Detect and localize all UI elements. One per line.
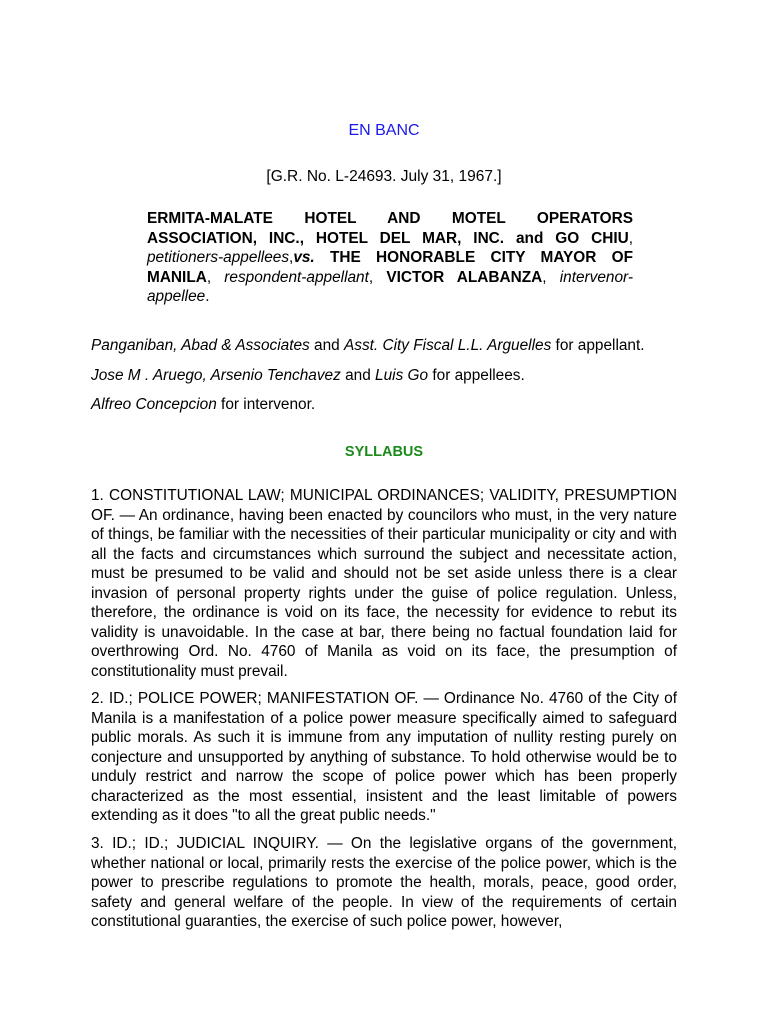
intervenor-role: intervenor-appellee [147,268,634,305]
appellant-suffix: for appellant. [551,337,645,354]
appellant-counsel-1: Panganiban, Abad & Associates [91,337,310,354]
court-division: EN BANC [348,122,420,139]
syllabus-paragraph: 3. ID.; ID.; JUDICIAL INQUIRY. — On the legislative organs of the government, whether national or local, primarily rests the exercise of the police power, which is the power to prescribe regulations to promote the health, morals, peace, good order, safety and general welfare of the people. In view of the requirements of certain constitutional guaranties, the exercise of such police power, however, [91,835,677,930]
respondent-role: respondent-appellant [224,268,369,286]
appellees-suffix: for appellees. [428,367,525,384]
intervenor-suffix: for intervenor. [216,396,316,413]
petitioners-role: petitioners-appellees [147,249,290,266]
syllabus-paragraph: 1. CONSTITUTIONAL LAW; MUNICIPAL ORDINANCES; VALIDITY, PRESUMPTION OF. — An ordinance, having been enacted by councilors who must, in the very nature of things, be familiar with the necessities of their particular municipality or city and with all the facts and circumstances which surround the subject and necessitate action, must be presumed to be valid and should not be set aside unless there is a clear invasion of personal property rights under the guise of police regulation. Unless, therefore, the ordinance is void on its face, the necessity for evidence to rebut its validity is unavoidable. In the case at bar, there being no factual foundation laid for overthrowing Ord. No. 4760 of Manila as void on its face, the presumption of constitutionality must prevail. [91,487,677,680]
appellees-counsel-1: Jose M . Aruego, Arsenio Tenchavez [91,367,341,384]
appellees-counsel-2: Luis Go [375,367,429,384]
versus: vs. [293,249,315,266]
syllabus-heading: SYLLABUS [344,444,424,460]
petitioners: ERMITA-MALATE HOTEL AND MOTEL OPERATORS ASSOCIATION, INC., HOTEL DEL MAR, INC. and GO CHIU [147,210,633,247]
syllabus-paragraph: 2. ID.; POLICE POWER; MANIFESTATION OF. — Ordinance No. 4760 of the City of Manila is a manifestation of a police power measure specifically aimed to safeguard public morals. As such it is immune from any imputation of nullity resting purely on conjecture and unsupported by anything of substance. To hold otherwise would be to unduly restrict and narrow the scope of police power which has been properly characterized as the most essential, insistent and the least limitable of powers extending as it does "to all the great public needs." [91,690,677,824]
conjunction: and [309,337,344,354]
counsel-intervenor [91,395,315,414]
counsel-appellant [91,336,645,355]
appellant-counsel-2: Asst. City Fiscal L.L. Arguelles [344,337,552,354]
case-parties: ERMITA-MALATE HOTEL AND MOTEL OPERATORS ASSOCIATION, INC., HOTEL DEL MAR, INC. and GO CHIU, petitioners-appellees,vs. THE HONORABLE CITY MAYOR OF MANILA, respondent-appellant, VICTOR ALABANZA, intervenor-appellee. [147,210,634,305]
intervenor-counsel: Alfreo Concepcion [91,396,217,413]
intervenor: VICTOR ALABANZA [386,268,543,286]
case-number: [G.R. No. L-24693. July 31, 1967.] [266,168,502,185]
conjunction: and [340,367,376,384]
respondent: THE HONORABLE CITY MAYOR OF MANILA [147,249,634,286]
counsel-appellees [91,366,525,385]
